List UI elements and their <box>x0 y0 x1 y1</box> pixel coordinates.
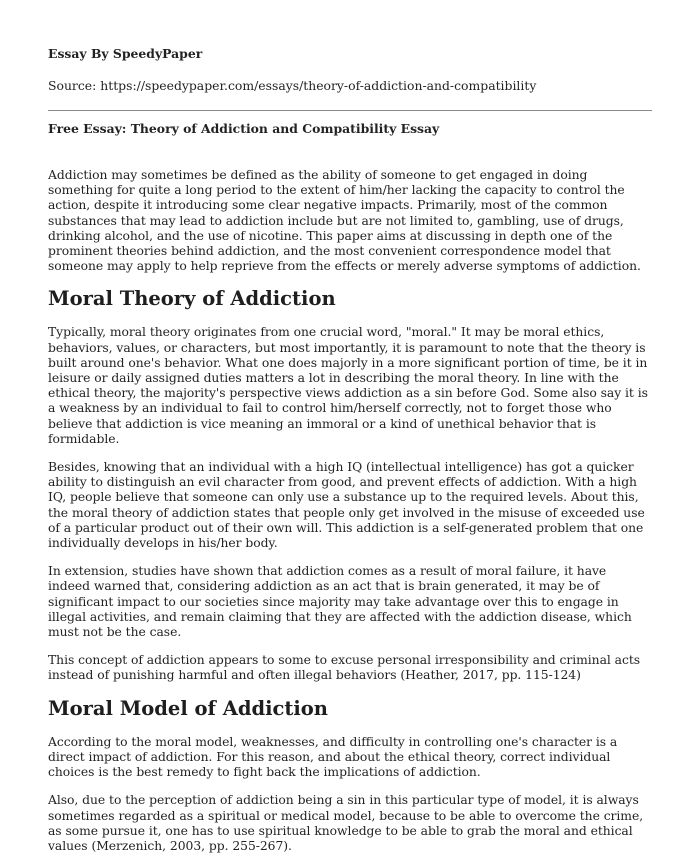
intro-paragraph: Addiction may sometimes be defined as the ability of someone to get engaged in doing something for quite a long period to the extent of him/her lacking the capacity to control the action, despite it introducing some clear negative impacts. Primarily, most of the common substances that may lead to addiction include but are not limited to, gambling, use of drugs, drinking alcohol, and the use of nicotine. This paper aims at discussing in depth one of the prominent theories behind addiction, and the most convenient correspondence model that someone may apply to help reprieve from the effects or merely adverse symptoms of addiction. <box>48 168 641 274</box>
essay-body <box>48 168 652 867</box>
source-url: Source: https://speedypaper.com/essays/theory-of-addiction-and-compatibility <box>48 78 537 93</box>
moral-model-paragraph-1: According to the moral model, weaknesses, and difficulty in controlling one's character is a direct impact of addiction. For this reason, and about the ethical theory, correct individual choices is the best remedy to fight back the implications of addiction. <box>48 734 618 780</box>
section-heading-moral-theory: Moral Theory of Addiction <box>48 287 336 311</box>
header-divider <box>48 110 652 111</box>
publisher-title: Essay By SpeedyPaper <box>48 46 203 61</box>
essay-title: Free Essay: Theory of Addiction and Compatibility Essay <box>48 121 440 136</box>
section-heading-moral-model: Moral Model of Addiction <box>48 696 328 720</box>
moral-theory-paragraph-1: Typically, moral theory originates from one crucial word, "moral." It may be moral ethics, behaviors, values, or characters, but most importantly, it is paramount to note that the theory is built around one's behavior. What one does majorly in a more significant portion of time, be it in leisure or daily assigned duties matters a lot in describing the moral theory. In line with the ethical theory, the majority's perspective views addiction as a sin before God. Some also say it is a weakness by an individual to fail to control him/herself correctly, not to forget those who believe that addiction is vice meaning an immoral or a kind of unethical behavior that is formidable. <box>48 325 648 446</box>
moral-model-paragraph-2: Also, due to the perception of addiction being a sin in this particular type of model, it is always sometimes regarded as a spiritual or medical model, because to be able to overcome the crime, as some pursue it, one has to use spiritual knowledge to be able to grab the moral and ethical values (Merzenich, 2003, pp. 255-267). <box>48 793 644 853</box>
moral-theory-paragraph-3: In extension, studies have shown that addiction comes as a result of moral failure, it have indeed warned that, considering addiction as an act that is brain generated, it may be of significant impact to our societies since majority may take advantage over this to engage in illegal activities, and remain claiming that they are affected with the addiction disease, which must not be the case. <box>48 564 632 640</box>
moral-theory-paragraph-2: Besides, knowing that an individual with a high IQ (intellectual intelligence) has got a quicker ability to distinguish an evil character from good, and prevent effects of addiction. With a high IQ, people believe that someone can only use a substance up to the required levels. About this, the moral theory of addiction states that people only get involved in the misuse of exceeded use of a particular product out of their own will. This addiction is a self-generated problem that one individually develops in his/her body. <box>48 460 645 551</box>
moral-theory-paragraph-4: This concept of addiction appears to some to excuse personal irresponsibility and criminal acts instead of punishing harmful and often illegal behaviors (Heather, 2017, pp. 115-124) <box>48 653 641 683</box>
